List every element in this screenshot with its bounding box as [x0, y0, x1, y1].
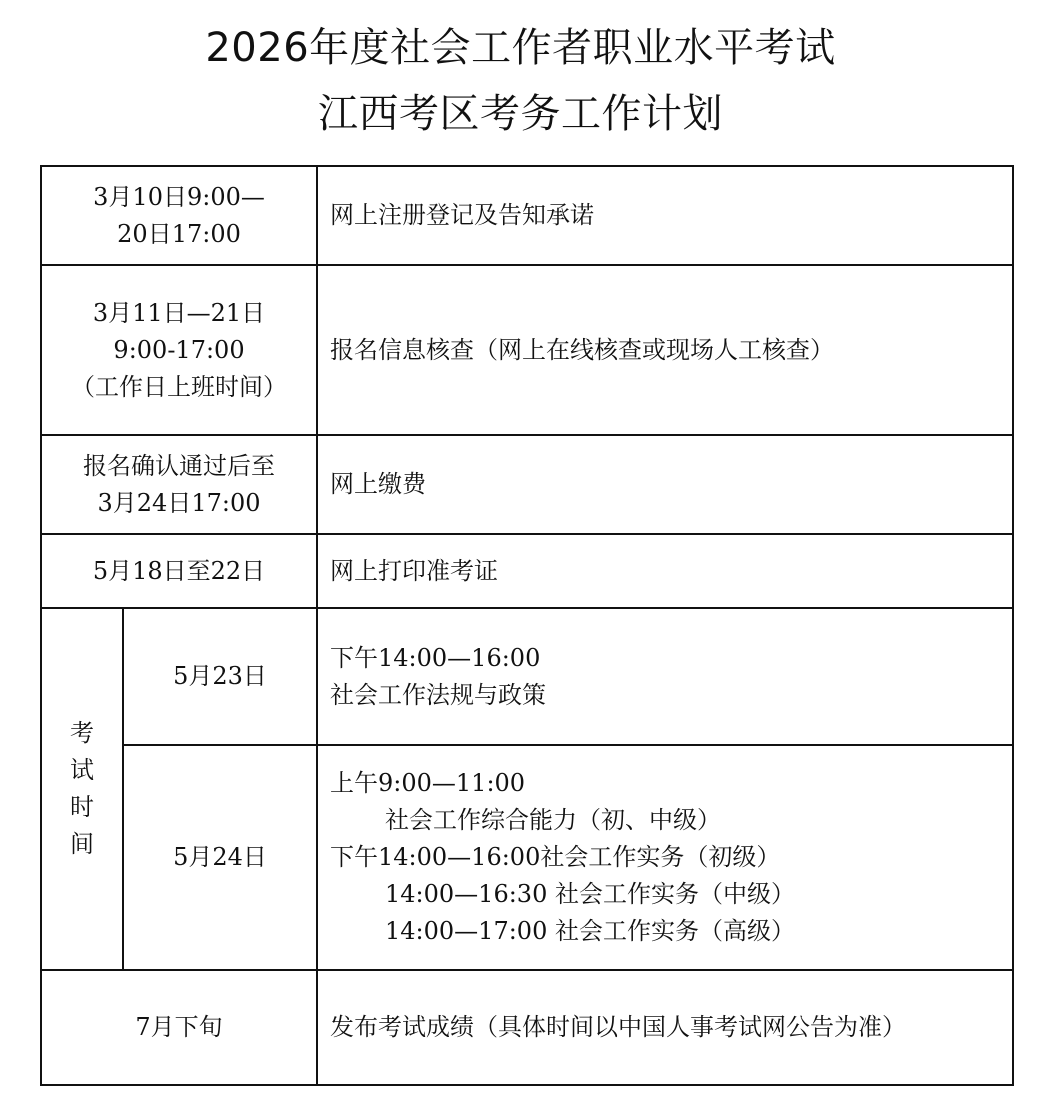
table-row: [41, 265, 1013, 435]
time-line: 5月18日至22日: [92, 556, 266, 585]
time-line: 报名确认通过后至: [83, 451, 275, 480]
table-row: [41, 608, 1013, 745]
table-row: [41, 166, 1013, 265]
exam-date-cell: 5月23日: [123, 608, 317, 745]
time-line: 3月11日—21日: [92, 298, 266, 327]
task-cell: 报名信息核查（网上在线核查或现场人工核查）: [317, 265, 1013, 435]
exam-line: 社会工作法规与政策: [330, 680, 547, 709]
task-cell: 网上注册登记及告知承诺: [317, 166, 1013, 265]
time-line: 20日17:00: [117, 219, 241, 248]
time-line: 3月24日17:00: [97, 488, 261, 517]
document-title-line-1: 2026年度社会工作者职业水平考试: [205, 25, 836, 71]
time-cell: [41, 166, 317, 265]
exam-subject-cell: [317, 745, 1013, 970]
document-title-line-2: 江西考区考务工作计划: [318, 91, 723, 137]
exam-label-char: 试: [70, 756, 94, 784]
exam-line: 上午9:00—11:00: [330, 769, 526, 797]
exam-line: 14:00—16:30 社会工作实务（中级）: [385, 880, 795, 908]
exam-label-char: 时: [70, 793, 94, 821]
schedule-table: [40, 165, 1014, 1086]
table-row: [41, 534, 1013, 608]
exam-subject-cell: [317, 608, 1013, 745]
exam-label-char: 考: [70, 719, 94, 747]
table-row: [41, 745, 1013, 970]
table-row: [41, 970, 1013, 1085]
task-cell: 网上缴费: [317, 435, 1013, 534]
task-cell: 发布考试成绩（具体时间以中国人事考试网公告为准）: [317, 970, 1013, 1085]
table-row: [41, 435, 1013, 534]
exam-date-cell: 5月24日: [123, 745, 317, 970]
exam-time-label: [41, 608, 123, 970]
time-cell: [41, 534, 317, 608]
exam-line: 下午14:00—16:00社会工作实务（初级）: [330, 843, 781, 871]
time-cell: 7月下旬: [41, 970, 317, 1085]
time-line: （工作日上班时间）: [71, 372, 287, 401]
exam-label-char: 间: [70, 830, 94, 858]
exam-line: 14:00—17:00 社会工作实务（高级）: [385, 917, 795, 945]
exam-line: 下午14:00—16:00: [330, 643, 541, 672]
task-cell: 网上打印准考证: [317, 534, 1013, 608]
exam-line: 社会工作综合能力（初、中级）: [385, 806, 722, 834]
time-line: 9:00-17:00: [113, 335, 245, 364]
time-line: 3月10日9:00—: [93, 182, 265, 211]
time-cell: [41, 265, 317, 435]
time-cell: [41, 435, 317, 534]
